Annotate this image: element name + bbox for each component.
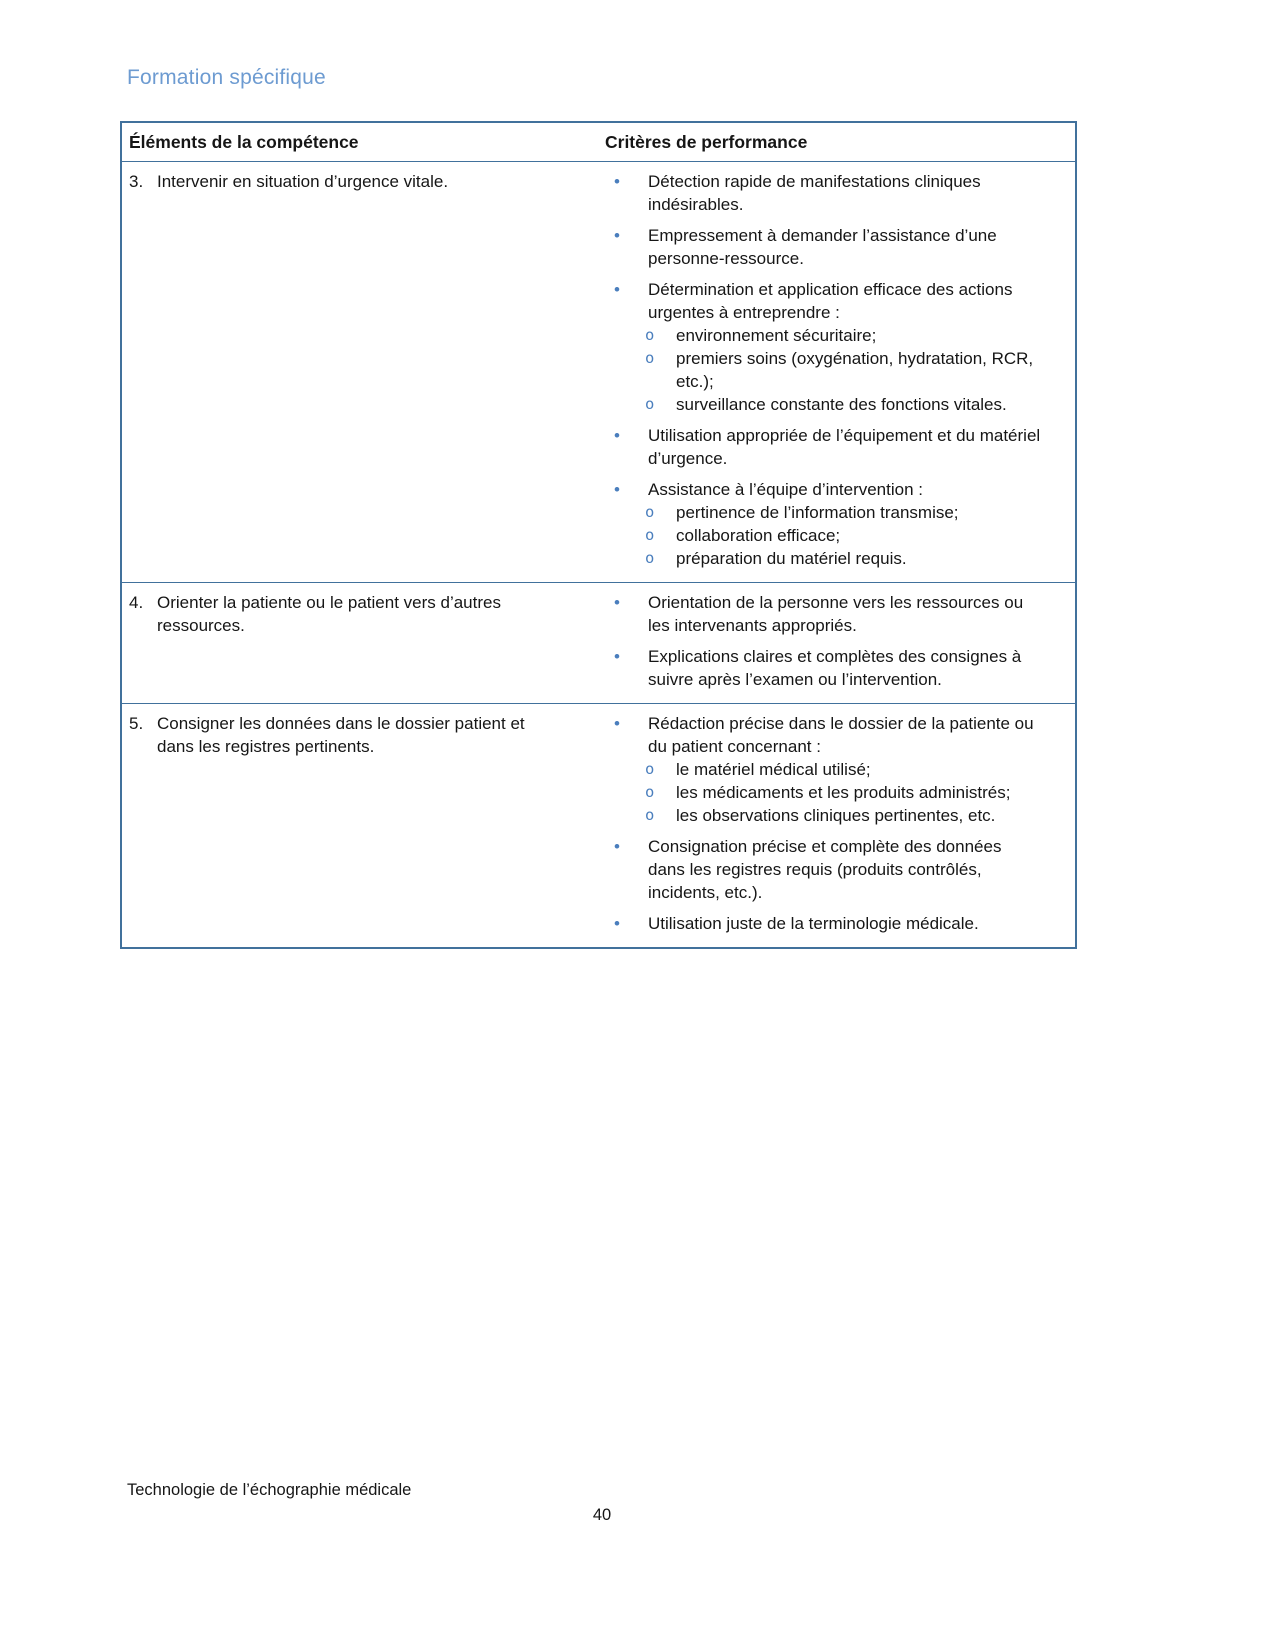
circle-bullet-icon: o	[645, 549, 655, 567]
table-body	[122, 162, 1075, 947]
criteria-cell	[599, 704, 1075, 947]
criteria-subtext: pertinence de l’information transmise;	[676, 503, 959, 522]
circle-bullet-icon: o	[645, 806, 655, 824]
criteria-subtext: premiers soins (oxygénation, hydratation, RCR, etc.);	[676, 349, 1034, 391]
bullet-icon: •	[614, 480, 620, 499]
section-header: Formation spécifique	[127, 66, 326, 89]
criteria-subtext: les médicaments et les produits administrés;	[676, 783, 1011, 802]
element-text: Intervenir en situation d’urgence vitale.	[157, 172, 449, 191]
element-cell	[122, 583, 599, 703]
circle-bullet-icon: o	[645, 526, 655, 544]
column-header-criteria: Critères de performance	[605, 132, 808, 152]
bullet-icon: •	[614, 914, 620, 933]
criteria-item	[599, 912, 1043, 935]
bullet-icon: •	[614, 426, 620, 445]
table-row	[122, 582, 1075, 703]
bullet-icon: •	[614, 593, 620, 612]
criteria-text: Utilisation juste de la terminologie médicale.	[648, 914, 979, 933]
element-cell	[122, 162, 599, 582]
element-number: 3.	[129, 172, 144, 191]
circle-bullet-icon: o	[645, 760, 655, 778]
bullet-icon: •	[614, 647, 620, 666]
circle-bullet-icon: o	[645, 326, 655, 344]
criteria-cell	[599, 162, 1075, 582]
criteria-subitem	[599, 758, 1043, 781]
criteria-subitem	[599, 524, 1043, 547]
criteria-item	[599, 224, 1043, 270]
criteria-text: Explications claires et complètes des consignes à suivre après l’examen ou l’intervention.	[648, 647, 1022, 689]
criteria-cell	[599, 583, 1075, 703]
table-row	[122, 703, 1075, 947]
table-header-row	[122, 123, 1075, 162]
column-header-elements: Éléments de la compétence	[129, 132, 359, 152]
criteria-item	[599, 478, 1043, 501]
page-number: 40	[592, 1506, 612, 1524]
criteria-subitem	[599, 324, 1043, 347]
criteria-item	[599, 591, 1043, 637]
criteria-text: Empressement à demander l’assistance d’une personne-ressource.	[648, 226, 997, 268]
circle-bullet-icon: o	[645, 783, 655, 801]
element-number: 5.	[129, 714, 144, 733]
criteria-text: Détermination et application efficace des actions urgentes à entreprendre :	[648, 280, 1013, 322]
bullet-icon: •	[614, 226, 620, 245]
criteria-text: Détection rapide de manifestations cliniques indésirables.	[648, 172, 981, 214]
criteria-text: Rédaction précise dans le dossier de la patiente ou du patient concernant :	[648, 714, 1034, 756]
criteria-text: Utilisation appropriée de l’équipement et du matériel d’urgence.	[648, 426, 1041, 468]
criteria-subitem	[599, 347, 1043, 393]
competence-table	[120, 121, 1077, 949]
element-cell	[122, 704, 599, 947]
table-row	[122, 162, 1075, 582]
criteria-subtext: surveillance constante des fonctions vitales.	[676, 395, 1007, 414]
criteria-item	[599, 278, 1043, 324]
circle-bullet-icon: o	[645, 349, 655, 367]
bullet-icon: •	[614, 172, 620, 191]
criteria-item	[599, 712, 1043, 758]
criteria-subitem	[599, 501, 1043, 524]
footer-document-title: Technologie de l’échographie médicale	[127, 1481, 412, 1499]
element-text: Consigner les données dans le dossier patient et dans les registres pertinents.	[157, 714, 525, 756]
bullet-icon: •	[614, 280, 620, 299]
circle-bullet-icon: o	[645, 395, 655, 413]
criteria-subtext: environnement sécuritaire;	[676, 326, 877, 345]
bullet-icon: •	[614, 714, 620, 733]
criteria-item	[599, 170, 1043, 216]
criteria-subtext: préparation du matériel requis.	[676, 549, 907, 568]
criteria-subitem	[599, 393, 1043, 416]
criteria-subtext: les observations cliniques pertinentes, etc.	[676, 806, 996, 825]
circle-bullet-icon: o	[645, 503, 655, 521]
criteria-item	[599, 835, 1043, 904]
criteria-text: Assistance à l’équipe d’intervention :	[648, 480, 923, 499]
criteria-subitem	[599, 547, 1043, 570]
element-text: Orienter la patiente ou le patient vers d’autres ressources.	[157, 593, 501, 635]
criteria-subitem	[599, 781, 1043, 804]
element-number: 4.	[129, 593, 144, 612]
criteria-subtext: le matériel médical utilisé;	[676, 760, 871, 779]
criteria-item	[599, 424, 1043, 470]
criteria-subtext: collaboration efficace;	[676, 526, 841, 545]
bullet-icon: •	[614, 837, 620, 856]
criteria-text: Consignation précise et complète des données dans les registres requis (produits contrôlés, incidents, etc.).	[648, 837, 1002, 902]
criteria-text: Orientation de la personne vers les ressources ou les intervenants appropriés.	[648, 593, 1024, 635]
criteria-item	[599, 645, 1043, 691]
criteria-subitem	[599, 804, 1043, 827]
